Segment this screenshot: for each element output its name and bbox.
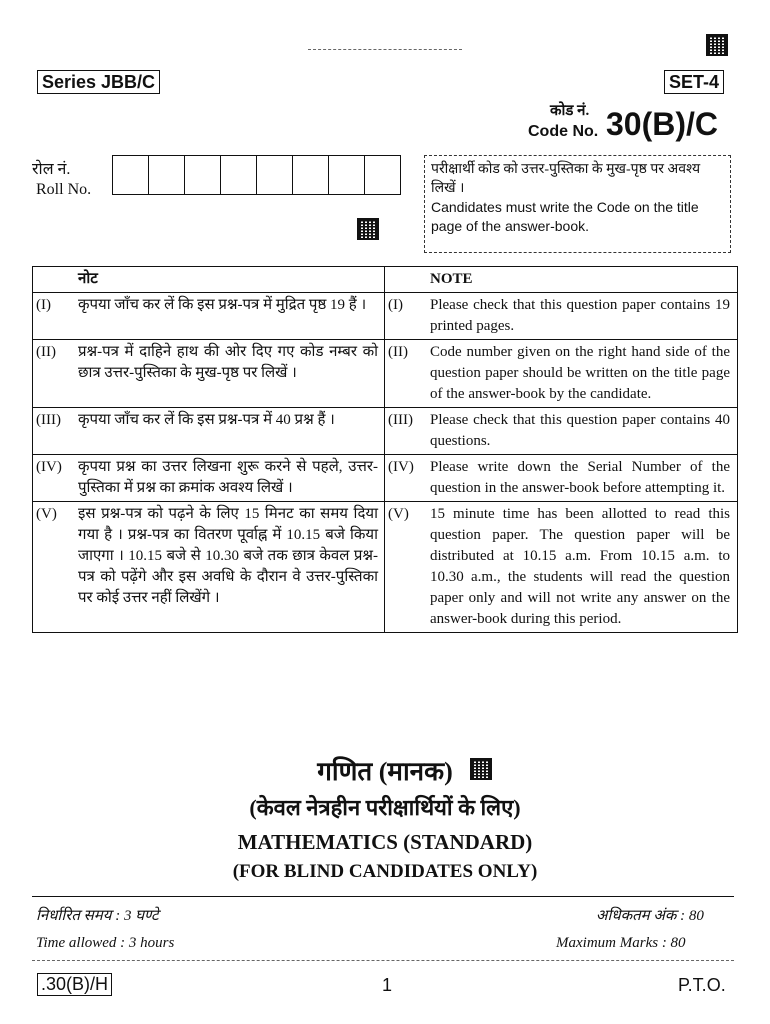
notice-english: Candidates must write the Code on the title page of the answer-book. xyxy=(431,199,699,234)
time-hi: निर्धारित समय : 3 घण्टे xyxy=(36,908,159,924)
note-row xyxy=(33,502,738,633)
qr-code-icon xyxy=(706,34,728,56)
note-row xyxy=(33,293,738,340)
note-text-hi: कृपया प्रश्न का उत्तर लिखना शुरू करने से पहले, उत्तर-पुस्तिका में प्रश्न का क्रमांक अवश्य लिखें । xyxy=(78,459,378,496)
code-notice-box xyxy=(424,155,731,253)
note-number: (III) xyxy=(36,412,61,428)
set-label: SET-4 xyxy=(664,70,724,94)
roll-box[interactable] xyxy=(293,156,329,194)
note-text-en: Please check that this question paper contains 19 printed pages. xyxy=(430,297,730,334)
divider xyxy=(32,960,734,961)
marks-hi: अधिकतम अंक : 80 xyxy=(596,908,704,924)
qr-code-icon xyxy=(470,758,492,780)
marks-en: Maximum Marks : 80 xyxy=(556,935,686,951)
note-row xyxy=(33,455,738,502)
note-text-hi: कृपया जाँच कर लें कि इस प्रश्न-पत्र में 40 प्रश्न हैं । xyxy=(78,412,335,428)
notes-head-en: NOTE xyxy=(430,271,473,287)
roll-label-hi: रोल नं. xyxy=(32,161,71,178)
subject-title-en: MATHEMATICS (STANDARD) xyxy=(237,830,533,854)
code-number: 30(B)/C xyxy=(606,106,719,142)
qr-code-icon xyxy=(357,218,379,240)
note-number: (V) xyxy=(36,506,57,522)
roll-box[interactable] xyxy=(221,156,257,194)
note-number: (IV) xyxy=(388,459,414,475)
roll-box[interactable] xyxy=(257,156,293,194)
note-text-en: Please write down the Serial Number of the question in the answer-book before attempting it. xyxy=(430,459,730,496)
note-number: (II) xyxy=(36,344,56,360)
note-number: (V) xyxy=(388,506,409,522)
notice-hindi: परीक्षार्थी कोड को उत्तर-पुस्तिका के मुख-पृष्ठ पर अवश्य लिखें । xyxy=(431,162,701,196)
top-dashed-line xyxy=(308,49,462,50)
roll-box[interactable] xyxy=(365,156,400,194)
note-text-en: Code number given on the right hand side of the question paper should be written on the title page of the answer-book by the candidate. xyxy=(430,344,730,402)
roll-box[interactable] xyxy=(185,156,221,194)
note-number: (III) xyxy=(388,412,413,428)
time-en: Time allowed : 3 hours xyxy=(36,935,175,951)
roll-box[interactable] xyxy=(113,156,149,194)
note-text-en: Please check that this question paper contains 40 questions. xyxy=(430,412,730,449)
roll-box[interactable] xyxy=(329,156,365,194)
footer-code: .30(B)/H xyxy=(37,973,112,996)
roll-number-boxes[interactable] xyxy=(112,155,401,195)
divider xyxy=(32,896,734,897)
notes-table xyxy=(32,266,738,633)
note-number: (IV) xyxy=(36,459,62,475)
pto-label: P.T.O. xyxy=(678,975,726,995)
note-text-hi: प्रश्न-पत्र में दाहिने हाथ की ओर दिए गए कोड नम्बर को छात्र उत्तर-पुस्तिका के मुख-पृष्ठ पर लिखें । xyxy=(78,344,378,381)
code-label-hi: कोड नं. xyxy=(550,103,590,119)
note-text-hi: कृपया जाँच कर लें कि इस प्रश्न-पत्र में मुद्रित पृष्ठ 19 हैं । xyxy=(78,297,367,313)
subject-title-hi: गणित (मानक) xyxy=(317,757,453,786)
roll-label-en: Roll No. xyxy=(36,181,92,198)
note-number: (II) xyxy=(388,344,408,360)
note-text-en: 15 minute time has been allotted to read this question paper. The question paper will be distributed at 10.15 a.m. From 10.15 a.m. to 10.30 a.m., the students will read the question paper only and will not write any answer on the answer-book during this period. xyxy=(430,506,730,627)
subject-subtitle-hi: (केवल नेत्रहीन परीक्षार्थियों के लिए) xyxy=(249,795,521,820)
notes-head-hi: नोट xyxy=(78,271,98,287)
series-label: Series JBB/C xyxy=(37,70,160,94)
roll-box[interactable] xyxy=(149,156,185,194)
note-text-hi: इस प्रश्न-पत्र को पढ़ने के लिए 15 मिनट का समय दिया गया है । प्रश्न-पत्र का वितरण पूर्वाह्न में 10.15 बजे किया जाएगा । 10.15 बजे से 10.30 बजे तक छात्र केवल प्रश्न-पत्र को पढ़ेंगे और इस अवधि के दौरान वे उत्तर-पुस्तिका पर कोई उत्तर नहीं लिखेंगे । xyxy=(78,506,378,606)
page-number: 1 xyxy=(382,975,393,995)
note-row xyxy=(33,408,738,455)
code-label-en: Code No. xyxy=(528,123,599,140)
note-number: (I) xyxy=(388,297,403,313)
note-row xyxy=(33,340,738,408)
subject-subtitle-en: (FOR BLIND CANDIDATES ONLY) xyxy=(232,861,538,882)
note-number: (I) xyxy=(36,297,51,313)
